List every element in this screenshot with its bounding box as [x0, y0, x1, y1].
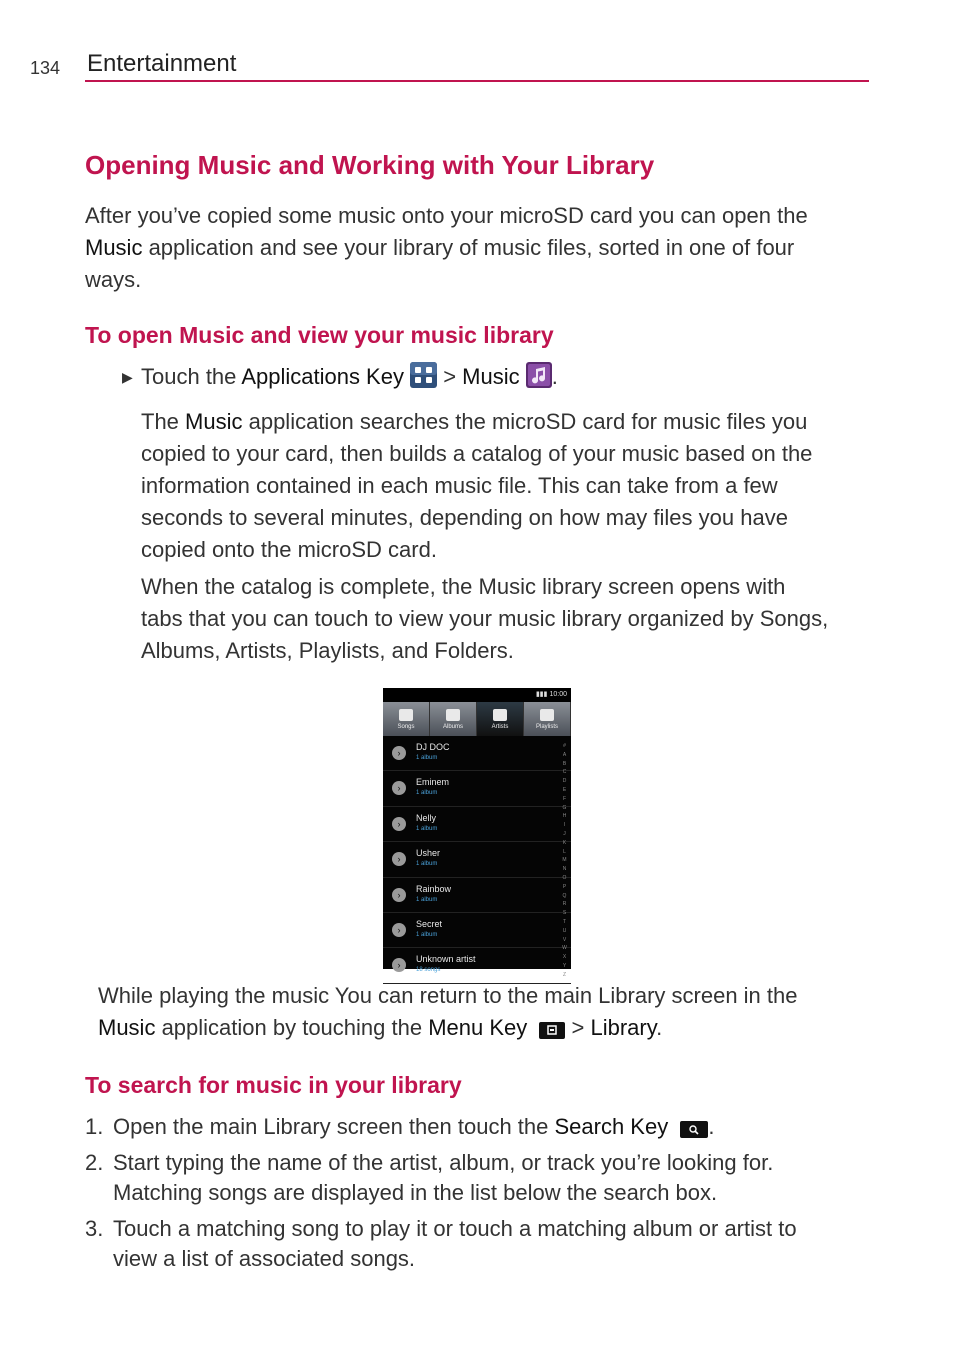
list-item[interactable] — [383, 736, 571, 771]
chevron-right-icon: › — [392, 958, 406, 972]
list-item[interactable] — [383, 913, 571, 948]
section-name: Entertainment — [87, 50, 237, 77]
catalog-line-4: seconds to several minutes, depending on how may files you have — [141, 505, 788, 530]
list-item[interactable] — [383, 807, 571, 842]
artist-name: Rainbow — [416, 883, 452, 894]
step-number: 1. — [85, 1114, 104, 1139]
step-separator: > — [437, 364, 463, 389]
step-prefix: Touch the — [141, 364, 242, 389]
tab-artists-label: Artists — [491, 723, 509, 730]
list-item[interactable] — [383, 842, 571, 877]
music-keyword: Music — [98, 1015, 156, 1040]
header-rule — [85, 80, 869, 82]
step-text — [113, 1214, 873, 1274]
chevron-right-icon: › — [392, 888, 406, 902]
music-app-icon — [526, 362, 552, 397]
music-app-label: Music — [462, 364, 520, 389]
artist-count: 1 album — [416, 931, 438, 938]
tab-albums-label: Albums — [442, 723, 463, 730]
artist-name: DJ DOC — [416, 742, 450, 752]
library-tabs — [383, 702, 571, 736]
step-3-line-2: view a list of associated songs. — [113, 1246, 416, 1271]
applications-key-icon — [410, 362, 437, 397]
tabs-line-1: When the catalog is complete, the Music library screen opens with — [141, 574, 786, 599]
chevron-right-icon: › — [392, 746, 406, 760]
chevron-right-icon: › — [392, 781, 406, 795]
library-label: Library — [590, 1015, 657, 1040]
menu-key-label: Menu Key — [428, 1015, 528, 1040]
catalog-paragraph — [141, 406, 881, 566]
intro-paragraph — [85, 200, 875, 296]
status-bar — [383, 688, 571, 702]
bullet-arrow-icon: ▶ — [122, 369, 133, 385]
catalog-line-1 — [141, 406, 881, 438]
menu-key-icon — [539, 1016, 565, 1048]
signal-icon: ▮▮▮ — [535, 691, 548, 698]
albums-icon — [446, 709, 460, 721]
intro-line-1: After you’ve copied some music onto your microSD card you can open the — [85, 203, 808, 228]
tabs-line-3: Albums, Artists, Playlists, and Folders. — [141, 638, 514, 663]
artist-count: 1 album — [416, 755, 438, 761]
tab-songs[interactable] — [383, 702, 430, 736]
music-keyword: Music — [185, 409, 243, 434]
tabs-paragraph — [141, 571, 881, 667]
step-2-line-2: Matching songs are displayed in the list below the search box. — [113, 1180, 718, 1205]
step-open-music — [141, 361, 881, 397]
catalog-the: The — [141, 409, 186, 434]
chevron-right-icon: › — [392, 817, 406, 831]
intro-line-2-text: application and see your library of music files, sorted in one of four — [142, 235, 795, 260]
tab-songs-label: Songs — [397, 723, 415, 730]
artist-count: 1 album — [416, 825, 438, 832]
tab-playlists-label: Playlists — [535, 723, 558, 730]
music-library-screenshot — [383, 688, 571, 978]
subheading-search-music: To search for music in your library — [85, 1072, 462, 1098]
artist-count: 1 album — [416, 861, 438, 868]
artists-icon — [493, 709, 507, 721]
list-item[interactable] — [383, 878, 571, 913]
catalog-line-5: copied onto the microSD card. — [141, 537, 437, 562]
artist-name: Nelly — [416, 812, 437, 823]
applications-key-label: Applications Key — [241, 364, 404, 389]
step-number: 3. — [85, 1216, 104, 1241]
tab-artists[interactable] — [477, 702, 524, 736]
catalog-line-1-text: application searches the microSD card for music files you — [242, 409, 808, 434]
intro-line-2 — [85, 232, 875, 264]
tabs-line-2: tabs that you can touch to view your music library organized by Songs, — [141, 606, 829, 631]
return-line-1: While playing the music You can return to the main Library screen in the — [98, 983, 798, 1008]
step-1-end: . — [708, 1114, 715, 1139]
step-3-line-1: Touch a matching song to play it or touch a matching album or artist to — [113, 1216, 797, 1241]
artist-name: Eminem — [416, 777, 450, 788]
list-item[interactable] — [383, 771, 571, 806]
return-separator: > — [565, 1015, 591, 1040]
subheading-open-music: To open Music and view your music library — [85, 322, 554, 348]
artist-count: 18 songs — [416, 967, 441, 974]
chevron-right-icon: › — [392, 923, 406, 937]
search-key-icon — [680, 1116, 708, 1146]
step-text — [113, 1112, 873, 1146]
tab-playlists[interactable] — [524, 702, 571, 736]
playlists-icon — [540, 709, 554, 721]
step-end: . — [551, 364, 558, 389]
step-number: 2. — [85, 1150, 104, 1175]
artist-count: 1 album — [416, 896, 438, 903]
return-end: . — [656, 1015, 663, 1040]
artist-name: Secret — [416, 918, 443, 929]
tab-albums[interactable] — [430, 702, 477, 736]
list-item[interactable] — [383, 948, 571, 983]
catalog-line-2: copied to your card, then builds a catalog of your music based on the — [141, 441, 813, 466]
artist-list — [383, 736, 571, 984]
intro-line-3: ways. — [85, 267, 142, 292]
return-line-2-text: application by touching the — [155, 1015, 429, 1040]
songs-icon — [399, 709, 413, 721]
step-2-line-1: Start typing the name of the artist, album, or track you’re looking for. — [113, 1150, 774, 1175]
return-line-2 — [98, 1012, 878, 1048]
page-number: 134 — [30, 58, 61, 78]
artist-name: Usher — [416, 848, 441, 859]
status-time: 10:00 — [549, 691, 567, 698]
chevron-right-icon: › — [392, 852, 406, 866]
catalog-line-3: information contained in each music file. This can take from a few — [141, 473, 778, 498]
search-key-label: Search Key — [554, 1114, 669, 1139]
artist-name: Unknown artist — [416, 954, 476, 965]
alphabet-index[interactable]: # A B C D E F G H I J K L M N O P Q R S T U V W X Y Z — [562, 743, 567, 978]
step-1-text: Open the main Library screen then touch the — [113, 1114, 555, 1139]
page-title: Opening Music and Working with Your Library — [85, 150, 655, 180]
return-paragraph — [98, 980, 878, 1048]
step-text — [113, 1148, 873, 1208]
music-keyword: Music — [85, 235, 143, 260]
artist-count: 1 album — [416, 790, 438, 797]
